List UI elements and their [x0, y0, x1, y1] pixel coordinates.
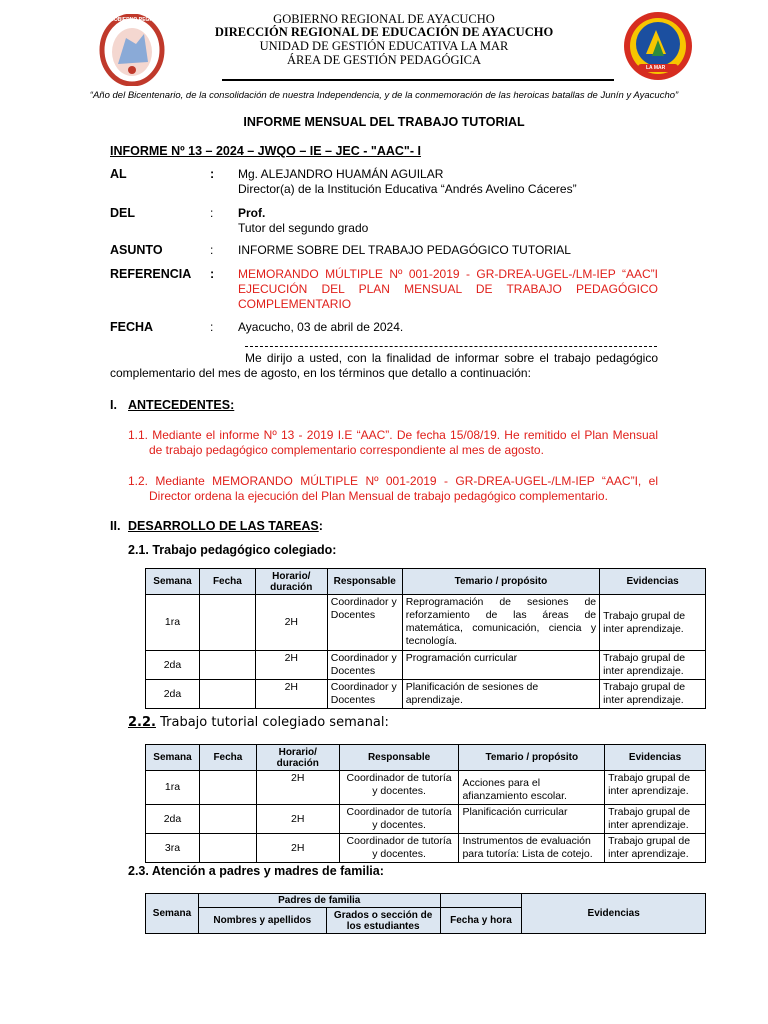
paragraph-1-1: 1.1. Mediante el informe Nº 13 - 2019 I.E “AAC”. De fecha 15/08/19. He remitido el Plan Mensual de trabajo pedagógico complementario correspondiente al mes de agosto.: [128, 428, 658, 457]
fecha-text: Ayacucho, 03 de abril de 2024.: [238, 320, 404, 334]
subsection-2-1: 2.1. Trabajo pedagógico colegiado:: [128, 543, 337, 557]
cell-semana: 1ra: [146, 595, 200, 651]
section-1-heading: ANTECEDENTES:: [128, 398, 235, 412]
column-header-empty: [440, 894, 522, 908]
table-row: [146, 771, 706, 805]
asunto-text: INFORME SOBRE DEL TRABAJO PEDAGÓGICO TUTORIAL: [238, 243, 571, 257]
left-logo-text: GOBIERNO REGIONAL: [110, 17, 166, 23]
cell-fecha: [199, 805, 256, 834]
header-line-1: GOBIERNO REGIONAL DE AYACUCHO: [273, 12, 495, 26]
del-label: DEL: [110, 206, 135, 220]
cell-semana: 2da: [146, 805, 200, 834]
cell-horario: 2H: [255, 651, 327, 680]
cell-fecha: [199, 834, 256, 863]
cell-responsable: Coordinador de tutoría y docentes.: [339, 834, 459, 863]
column-header-fecha-hora: Fecha y hora: [440, 908, 522, 934]
column-header-grados: Grados o sección de los estudiantes: [326, 908, 440, 934]
cell-responsable: Coordinador de tutoría y docentes.: [339, 771, 459, 805]
cell-horario: 2H: [255, 595, 327, 651]
del-role: Tutor del segundo grado: [238, 221, 369, 235]
section-1-number: I.: [110, 398, 117, 412]
cell-temario: Planificación curricular: [459, 805, 605, 834]
cell-horario: 2H: [256, 805, 339, 834]
cell-evidencias: Trabajo grupal de inter aprendizaje.: [605, 834, 706, 863]
table-tutorial-work: [145, 744, 706, 863]
subsection-2-3: 2.3. Atención a padres y madres de familia:: [128, 864, 384, 878]
cell-semana: 2da: [146, 651, 200, 680]
header-line-4: ÁREA DE GESTIÓN PEDAGÓGICA: [286, 53, 482, 67]
table-collegiate-work: [145, 568, 706, 709]
section-2-number: II.: [110, 519, 121, 533]
column-header-semana: Semana: [146, 569, 200, 595]
del-colon: :: [210, 206, 214, 220]
del-name: Prof.: [238, 206, 266, 220]
table-row: [146, 680, 706, 709]
cell-responsable: Coordinador y Docentes: [327, 680, 402, 709]
cell-evidencias: Trabajo grupal de inter aprendizaje.: [600, 595, 706, 651]
fecha-label: FECHA: [110, 320, 154, 334]
subsection-2-2-heading: Trabajo tutorial colegiado semanal:: [155, 715, 389, 730]
column-header-horario: Horario/ duración: [256, 745, 339, 771]
column-header-temario: Temario / propósito: [459, 745, 605, 771]
column-header-responsable: Responsable: [339, 745, 459, 771]
cell-semana: 3ra: [146, 834, 200, 863]
fecha-divider: [245, 346, 657, 347]
header-motto: “Año del Bicentenario, de la consolidación de nuestra Independencia, y de la conmemoración de las heroicas batallas de Junín y Ayacucho”: [89, 90, 679, 101]
header-divider: [222, 79, 614, 81]
column-header-semana: Semana: [146, 894, 199, 934]
cell-fecha: [199, 595, 255, 651]
column-header-evidencias: Evidencias: [605, 745, 706, 771]
al-label: AL: [110, 167, 127, 181]
report-title: INFORME MENSUAL DEL TRABAJO TUTORIAL: [243, 115, 525, 129]
al-name: Mg. ALEJANDRO HUAMÁN AGUILAR: [238, 167, 444, 181]
column-header-temario: Temario / propósito: [402, 569, 599, 595]
referencia-text: MEMORANDO MÚLTIPLE Nº 001-2019 - GR-DREA-UGEL-/LM-IEP “AAC”I EJECUCIÓN DEL PLAN MENSUAL DE TRABAJO PEDAGÓGICO COMPLEMENTARIO: [238, 267, 658, 311]
cell-semana: 1ra: [146, 771, 200, 805]
table-row: [146, 651, 706, 680]
column-header-horario: Horario/ duración: [255, 569, 327, 595]
column-header-fecha: Fecha: [199, 569, 255, 595]
right-logo-text: LA MAR: [646, 65, 666, 71]
cell-temario: Acciones para el afianzamiento escolar.: [459, 771, 605, 805]
table-row: [146, 595, 706, 651]
table-parents-attention: [145, 893, 706, 934]
cell-temario: Programación curricular: [402, 651, 599, 680]
cell-evidencias: Trabajo grupal de inter aprendizaje.: [600, 680, 706, 709]
cell-evidencias: Trabajo grupal de inter aprendizaje.: [605, 771, 706, 805]
cell-semana: 2da: [146, 680, 200, 709]
table-row: [146, 834, 706, 863]
al-role: Director(a) de la Institución Educativa “Andrés Avelino Cáceres”: [238, 182, 577, 196]
report-number: INFORME Nº 13 – 2024 – JWQO – IE – JEC - "AAC"- I: [110, 144, 421, 158]
header-line-3: UNIDAD DE GESTIÓN EDUCATIVA LA MAR: [259, 39, 509, 53]
cell-fecha: [199, 651, 255, 680]
cell-responsable: Coordinador y Docentes: [327, 651, 402, 680]
intro-paragraph: Me dirijo a usted, con la finalidad de informar sobre el trabajo pedagógico complementario del mes de agosto, en los términos que detallo a continuación:: [110, 351, 658, 380]
cell-temario: Reprogramación de sesiones de reforzamiento de las áreas de matemática, comunicación, ciencia y tecnología.: [402, 595, 599, 651]
cell-temario: Instrumentos de evaluación para tutoría: Lista de cotejo.: [459, 834, 605, 863]
cell-responsable: Coordinador y Docentes: [327, 595, 402, 651]
cell-temario: Planificación de sesiones de aprendizaje.: [402, 680, 599, 709]
cell-horario: 2H: [256, 771, 339, 805]
section-2-colon: :: [318, 519, 323, 533]
section-2-heading: DESARROLLO DE LAS TAREAS: [128, 519, 319, 533]
referencia-colon: :: [210, 267, 215, 281]
header-line-2: DIRECCIÓN REGIONAL DE EDUCACIÓN DE AYACUCHO: [214, 25, 554, 39]
column-header-responsable: Responsable: [327, 569, 402, 595]
column-header-nombres: Nombres y apellidos: [198, 908, 326, 934]
column-header-fecha: Fecha: [199, 745, 256, 771]
cell-fecha: [199, 680, 255, 709]
cell-horario: 2H: [255, 680, 327, 709]
cell-horario: 2H: [256, 834, 339, 863]
paragraph-1-2: 1.2. Mediante MEMORANDO MÚLTIPLE Nº 001-2019 - GR-DREA-UGEL-/LM-IEP “AAC”I, el Director ordena la ejecución del Plan Mensual de trabajo pedagógico complementario.: [128, 474, 658, 503]
column-header-evidencias: Evidencias: [522, 894, 706, 934]
asunto-colon: :: [210, 243, 214, 257]
table-row: [146, 805, 706, 834]
cell-evidencias: Trabajo grupal de inter aprendizaje.: [605, 805, 706, 834]
subsection-2-2-number: 2.2.: [128, 715, 156, 730]
column-header-semana: Semana: [146, 745, 200, 771]
cell-responsable: Coordinador de tutoría y docentes.: [339, 805, 459, 834]
column-header-evidencias: Evidencias: [600, 569, 706, 595]
fecha-colon: :: [210, 320, 214, 334]
cell-evidencias: Trabajo grupal de inter aprendizaje.: [600, 651, 706, 680]
cell-fecha: [199, 771, 256, 805]
column-header-padres: Padres de familia: [198, 894, 440, 908]
referencia-label: REFERENCIA: [110, 267, 192, 281]
asunto-label: ASUNTO: [110, 243, 163, 257]
al-colon: :: [210, 167, 215, 181]
